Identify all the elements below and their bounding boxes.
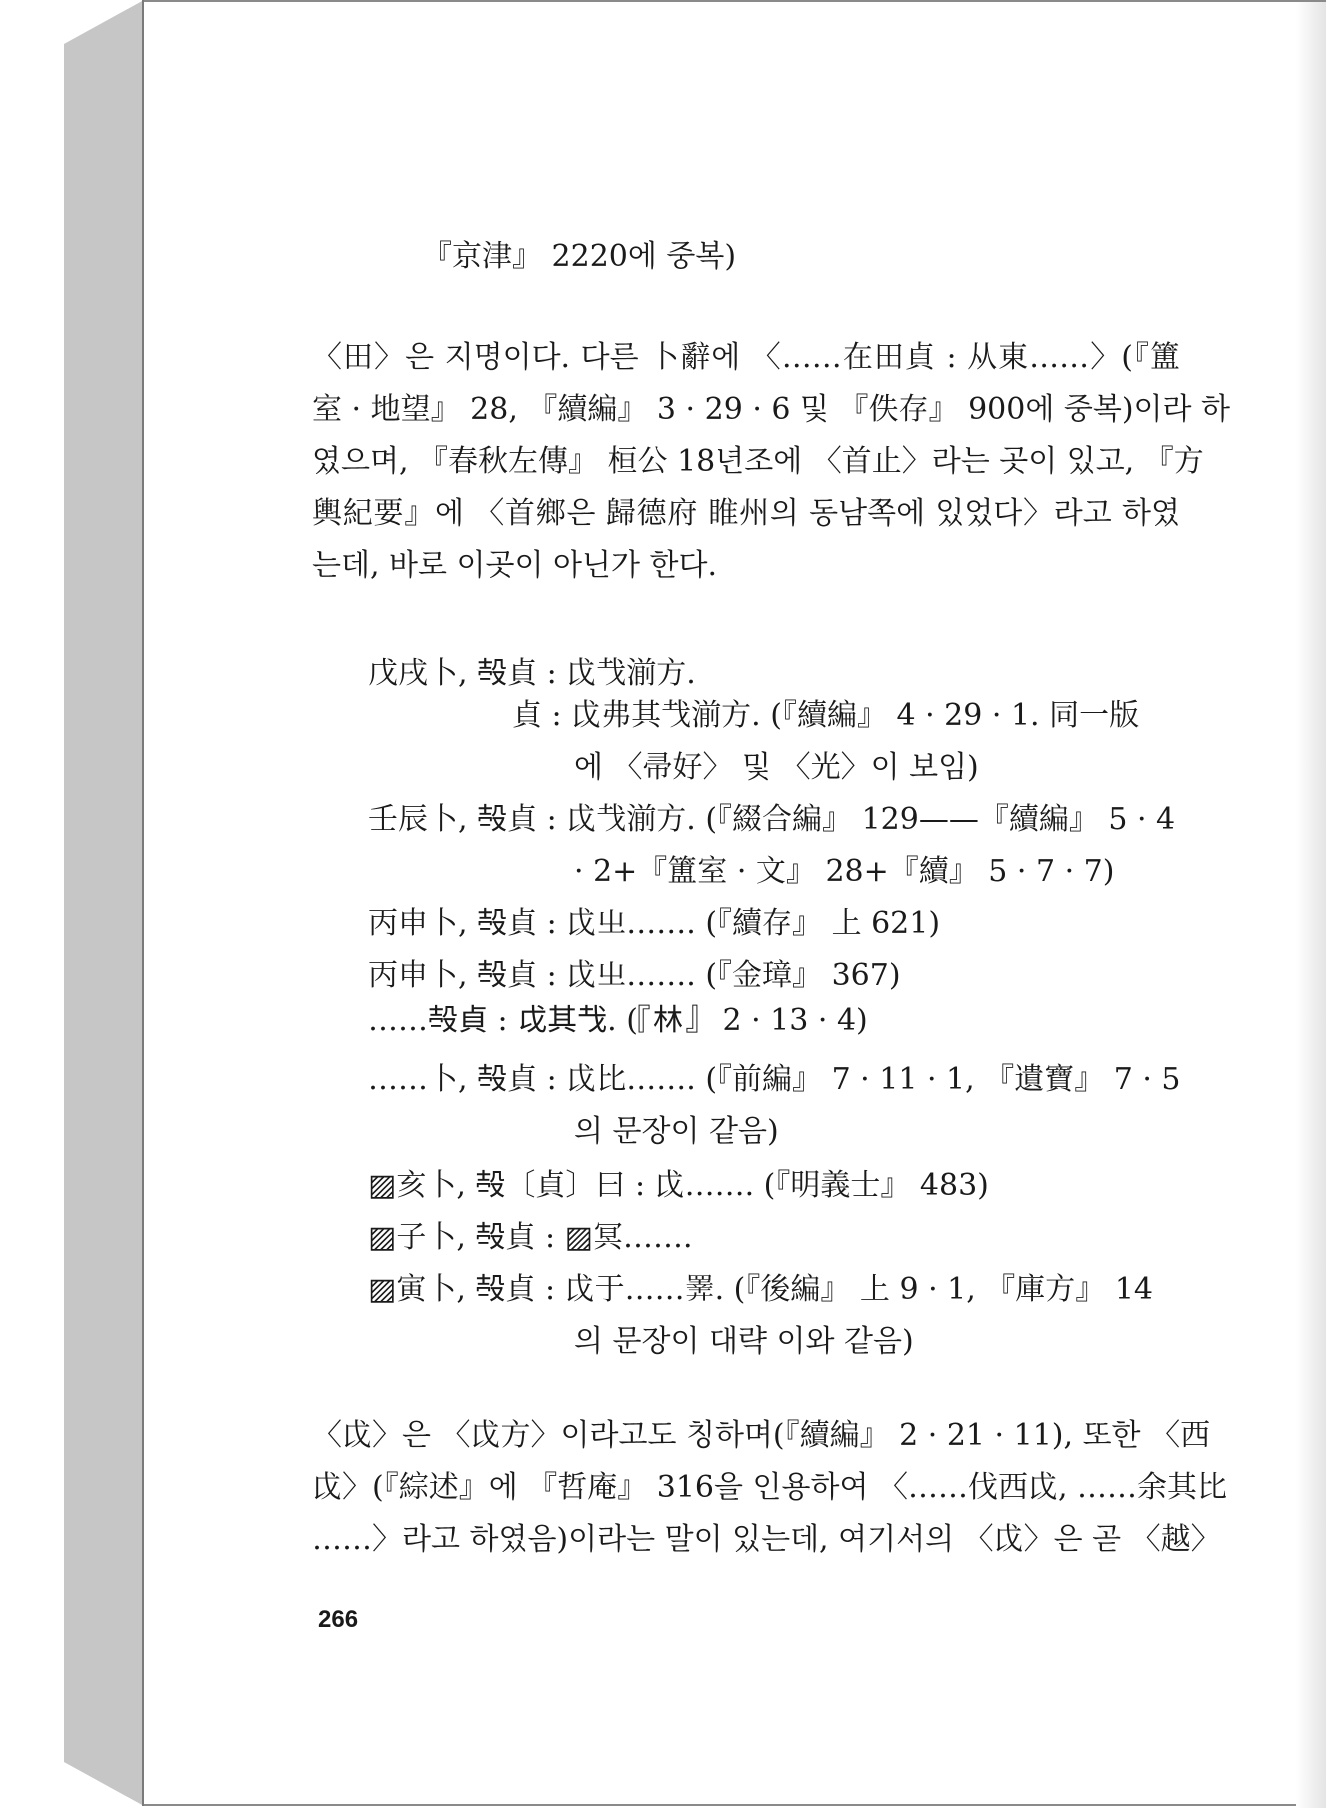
book-spine <box>64 0 144 1806</box>
inscription-line: 戊戌卜, 𣪊貞 : 戉𢦏湔方. <box>368 656 696 691</box>
inscription-line: 壬辰卜, 𣪊貞 : 戉𢦏湔方. (『綴合編』 129——『續編』 5 · 4 <box>368 802 1176 837</box>
paragraph-line: 室 · 地望』 28, 『續編』 3 · 29 · 6 및 『佚存』 900에 중복)이라 하 <box>312 392 1230 427</box>
inscription-line: 의 문장이 대략 이와 같음) <box>574 1324 914 1359</box>
inscription-line: ▨亥卜, 𣪊〔貞〕曰 : 戉……. (『明義士』 483) <box>368 1168 989 1203</box>
inscription-line: ▨子卜, 𣪊貞 : ▨冥……. <box>368 1220 693 1255</box>
paragraph-line: 는데, 바로 이곳이 아닌가 한다. <box>312 548 717 583</box>
paragraph-line: ……〉라고 하였음)이라는 말이 있는데, 여기서의 〈戉〉은 곧 〈越〉 <box>312 1522 1221 1557</box>
paragraph-line: 輿紀要』에 〈首鄉은 歸德府 睢州의 동남쪽에 있었다〉라고 하였 <box>312 496 1180 531</box>
page-edge-shadow <box>1296 2 1326 1808</box>
paragraph-line: 〈戉〉은 〈戉方〉이라고도 칭하며(『續編』 2 · 21 · 11), 또한 〈西 <box>312 1418 1211 1453</box>
inscription-line: 貞 : 戉弗其𢦏湔方. (『續編』 4 · 29 · 1. 同一版 <box>512 698 1140 733</box>
inscription-line: 丙申卜, 𣪊貞 : 戉㞢……. (『續存』 上 621) <box>368 906 941 941</box>
inscription-line: ……卜, 𣪊貞 : 戉比……. (『前編』 7 · 11 · 1, 『遺寶』 7 · 5 <box>368 1062 1181 1097</box>
inscription-line: 에 〈帚好〉 및 〈光〉이 보임) <box>574 750 979 785</box>
spine-edge <box>142 0 144 1806</box>
inscription-line: 의 문장이 같음) <box>574 1114 779 1149</box>
continuation-line: 『京津』 2220에 중복) <box>422 239 737 274</box>
page-number: 266 <box>318 1606 359 1633</box>
inscription-line: ▨寅卜, 𣪊貞 : 戉于……𢍰. (『後編』 上 9 · 1, 『庫方』 14 <box>368 1272 1154 1307</box>
inscription-line: 丙申卜, 𣪊貞 : 戉㞢……. (『金璋』 367) <box>368 958 901 993</box>
paragraph-line: 였으며, 『春秋左傳』 桓公 18년조에 〈首止〉라는 곳이 있고, 『方 <box>312 444 1204 479</box>
paragraph-line: 戉〉(『綜述』에 『哲庵』 316을 인용하여 〈……伐西戉, ……余其比 <box>312 1470 1228 1505</box>
paragraph-line: 〈⽥〉은 지명이다. 다른 卜辭에 〈……在⽥貞 : 从東……〉(『簠 <box>312 340 1180 375</box>
inscription-line: · 2+『簠室 · 文』 28+『續』 5 · 7 · 7) <box>574 854 1115 889</box>
inscription-line: ……𣪊貞 : 戉其𢦏. (『林』 2 · 13 · 4) <box>368 1003 868 1038</box>
